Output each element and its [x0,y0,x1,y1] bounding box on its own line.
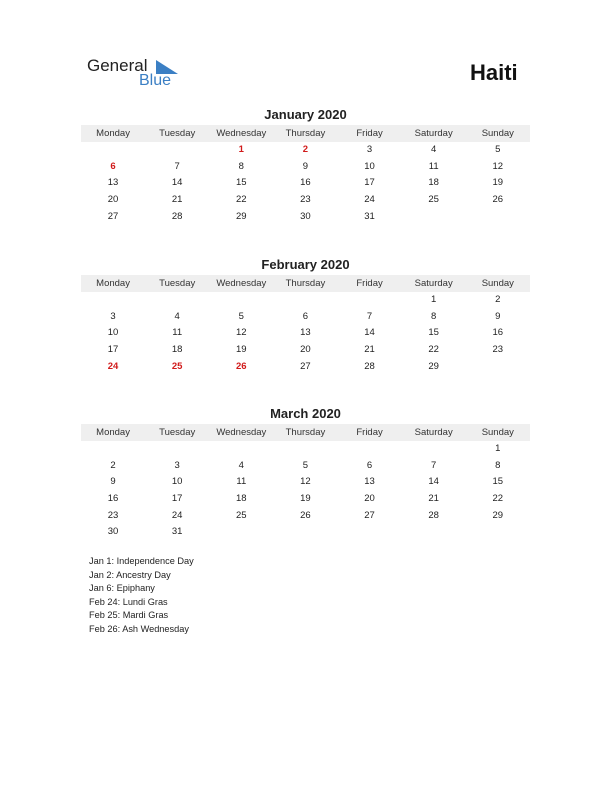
day-cell: 27 [107,210,119,222]
day-cell: 9 [302,160,309,172]
day-cell: 15 [236,177,247,189]
weekday-header: Sunday [481,128,514,139]
day-cell: 30 [300,210,311,222]
month-title: March 2020 [270,406,341,421]
week-row [81,192,530,209]
holiday-list-item: Feb 25: Mardi Gras [89,610,169,621]
weekday-header: Friday [356,128,383,139]
day-cell: 21 [171,194,183,206]
day-cell: 22 [492,493,504,505]
day-cell: 12 [300,476,311,488]
day-cell [145,292,209,309]
day-cell: 16 [492,327,504,339]
day-cell: 23 [107,509,119,521]
week-row [81,292,530,309]
week-row [81,159,530,176]
day-cell: 30 [107,526,119,538]
day-cell: 6 [302,310,309,322]
holiday-day-cell: 24 [107,360,119,372]
day-cell: 19 [492,177,504,189]
day-cell [81,292,145,309]
day-cell [209,524,273,541]
day-cell: 12 [492,160,504,172]
day-cell: 16 [107,493,119,505]
month-title: February 2020 [261,257,350,272]
weekday-header: Monday [96,427,130,438]
logo-text-general: General [87,56,148,75]
month-title: January 2020 [264,107,347,122]
day-cell: 26 [300,509,311,521]
week-row [81,474,530,491]
day-cell [209,292,273,309]
day-cell [466,209,530,226]
day-cell [145,142,209,159]
weekday-header: Saturday [414,128,453,139]
month-calendar [81,256,530,375]
day-cell [81,441,145,458]
weekday-header: Wednesday [216,278,267,289]
week-row [81,309,530,326]
day-cell: 5 [302,459,309,471]
day-cell: 4 [174,310,180,322]
day-cell: 2 [495,294,501,305]
day-cell: 6 [366,459,373,471]
weekday-header: Tuesday [159,128,196,139]
day-cell: 28 [171,210,183,222]
day-cell: 27 [300,360,311,372]
week-row [81,441,530,458]
day-cell: 18 [236,493,247,505]
week-row [81,142,530,159]
weekday-header: Saturday [414,427,453,438]
day-cell: 11 [172,327,183,339]
day-cell: 13 [300,327,311,339]
weekday-header: Thursday [285,278,326,289]
holiday-day-cell: 6 [110,160,116,172]
holiday-day-cell: 26 [236,360,247,372]
day-cell: 8 [431,310,437,322]
day-cell: 9 [495,310,501,322]
day-cell: 10 [107,327,119,339]
week-row [81,209,530,226]
day-cell: 18 [428,177,439,189]
day-cell: 15 [428,327,439,339]
week-row [81,175,530,192]
day-cell: 25 [428,194,439,206]
day-cell [145,441,209,458]
day-cell: 28 [428,509,439,521]
day-cell: 13 [107,177,119,189]
holiday-list [89,555,194,637]
weekday-header: Wednesday [216,128,267,139]
day-cell: 20 [107,194,119,206]
day-cell [81,142,145,159]
day-cell [402,209,466,226]
day-cell: 22 [236,194,247,206]
holiday-list-item: Jan 6: Epiphany [89,583,155,594]
day-cell [338,292,402,309]
day-cell: 31 [364,210,375,222]
day-cell [273,524,337,541]
weekday-header-row [81,125,530,142]
weekday-header: Friday [356,278,383,289]
day-cell: 19 [236,344,247,356]
day-cell: 2 [110,459,116,471]
week-row [81,458,530,475]
day-cell: 17 [364,177,375,189]
day-cell [402,524,466,541]
day-cell: 12 [236,327,247,339]
holiday-list-item: Jan 2: Ancestry Day [89,569,171,580]
day-cell: 8 [238,160,244,172]
day-cell: 7 [366,310,373,322]
day-cell: 22 [428,344,439,356]
day-cell [338,441,402,458]
week-row [81,359,530,376]
day-cell: 1 [431,294,437,305]
day-cell: 17 [107,344,119,356]
day-cell: 27 [364,509,375,521]
day-cell: 3 [174,459,180,471]
weekday-header: Thursday [285,427,326,438]
day-cell [338,524,402,541]
holiday-list-item: Feb 24: Lundi Gras [89,596,168,607]
day-cell: 23 [492,344,504,356]
week-row [81,491,530,508]
day-cell: 16 [300,177,311,189]
day-cell: 9 [110,476,116,488]
day-cell: 18 [171,344,183,356]
day-cell: 5 [495,144,501,155]
day-cell: 29 [428,360,439,372]
day-cell: 23 [300,194,311,206]
month-calendar [81,405,530,541]
day-cell: 25 [236,509,247,521]
day-cell: 19 [300,493,311,505]
day-cell: 24 [171,509,183,521]
day-cell [273,441,337,458]
day-cell: 8 [495,459,501,471]
day-cell: 24 [364,194,375,206]
weekday-header: Wednesday [216,427,267,438]
day-cell [466,524,530,541]
day-cell: 20 [364,493,375,505]
day-cell [273,292,337,309]
holiday-day-cell: 2 [302,144,309,155]
day-cell: 10 [364,160,375,172]
weekday-header-row [81,275,530,292]
week-row [81,524,530,541]
holiday-day-cell: 25 [171,360,183,372]
day-cell: 15 [492,476,504,488]
holiday-list-item: Feb 26: Ash Wednesday [89,623,189,634]
weekday-header: Saturday [414,278,453,289]
weekday-header: Monday [96,278,130,289]
weekday-header: Tuesday [159,278,196,289]
day-cell [466,359,530,376]
day-cell: 14 [171,177,183,189]
holiday-list-item: Jan 1: Independence Day [89,556,194,566]
weekday-header: Thursday [285,128,326,139]
day-cell: 4 [238,459,244,471]
day-cell: 3 [110,310,116,322]
day-cell: 5 [238,310,244,322]
weekday-header: Sunday [481,278,514,289]
day-cell: 1 [495,443,501,454]
day-cell: 14 [364,327,375,339]
day-cell: 7 [174,160,180,172]
logo-text-blue: Blue [139,72,172,89]
day-cell: 3 [366,144,373,155]
weekday-header: Tuesday [159,427,196,438]
day-cell: 21 [364,344,375,356]
day-cell: 21 [428,493,439,505]
week-row [81,508,530,525]
day-cell: 14 [428,476,439,488]
generalblue-logo [87,56,187,92]
day-cell: 11 [428,160,439,172]
day-cell: 7 [431,459,437,471]
day-cell: 10 [171,476,183,488]
day-cell: 17 [171,493,183,505]
day-cell [402,441,466,458]
week-row [81,325,530,342]
day-cell: 26 [492,194,504,206]
month-calendar [81,106,530,225]
day-cell: 20 [300,344,311,356]
day-cell: 31 [171,526,183,538]
weekday-header: Monday [96,128,130,139]
weekday-header: Friday [356,427,383,438]
day-cell: 29 [236,210,247,222]
day-cell: 13 [364,476,375,488]
country-title: Haiti [470,60,518,85]
day-cell: 29 [492,509,504,521]
weekday-header-row [81,424,530,441]
holiday-day-cell: 1 [238,144,244,155]
day-cell: 11 [236,476,247,488]
week-row [81,342,530,359]
day-cell: 4 [431,144,437,155]
weekday-header: Sunday [481,427,514,438]
day-cell [209,441,273,458]
day-cell: 28 [364,360,375,372]
